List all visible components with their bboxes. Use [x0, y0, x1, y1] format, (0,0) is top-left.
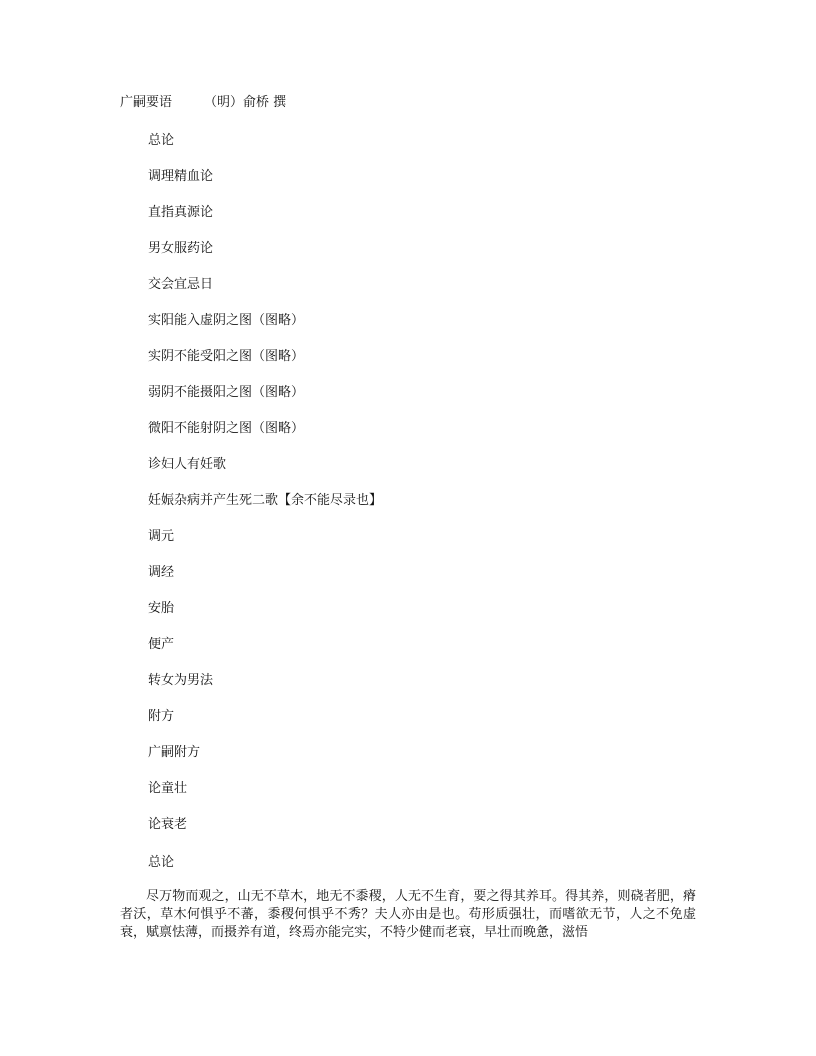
toc-item: 便产: [148, 637, 175, 652]
toc-item: 实阴不能受阳之图（图略）: [148, 349, 305, 364]
toc-item: 交会宜忌日: [148, 277, 214, 292]
toc-item: 转女为男法: [148, 673, 214, 688]
toc-item: 弱阴不能摄阳之图（图略）: [148, 385, 305, 400]
table-of-contents: [148, 130, 382, 850]
toc-item: 调理精血论: [148, 169, 214, 184]
toc-item: 诊妇人有妊歌: [148, 457, 227, 472]
toc-item: 男女服药论: [148, 241, 214, 256]
body-paragraph: 尽万物而观之，山无不草木，地无不黍稷，人无不生育，要之得其养耳。得其养，则硗者肥，瘠者沃，草木何惧乎不蕃，黍稷何惧乎不秀？夫人亦由是也。苟形质强壮，而嗜欲无节，人之不免虚衰，赋禀怯薄，而摄养有道，终焉亦能完实，不特少健而老衰，早壮而晚惫，滋悟: [120, 889, 696, 940]
toc-item: 微阳不能射阴之图（图略）: [148, 421, 305, 436]
document-header: [120, 94, 286, 112]
section-heading: 总论: [148, 855, 175, 870]
toc-item: 论童壮: [148, 781, 188, 796]
toc-item: 安胎: [148, 601, 175, 616]
document-author: （明）俞桥 撰: [204, 95, 287, 110]
toc-item: 直指真源论: [148, 205, 214, 220]
toc-item: 论衰老: [148, 817, 188, 832]
toc-item: 实阳能入虚阴之图（图略）: [148, 313, 305, 328]
document-title: 广嗣要语: [120, 95, 173, 110]
toc-item: 总论: [148, 133, 175, 148]
toc-item: 调经: [148, 565, 175, 580]
toc-item: 广嗣附方: [148, 745, 201, 760]
toc-item: 妊娠杂病并产生死二歌【余不能尽录也】: [148, 493, 383, 508]
toc-item: 附方: [148, 709, 175, 724]
toc-item: 调元: [148, 529, 175, 544]
